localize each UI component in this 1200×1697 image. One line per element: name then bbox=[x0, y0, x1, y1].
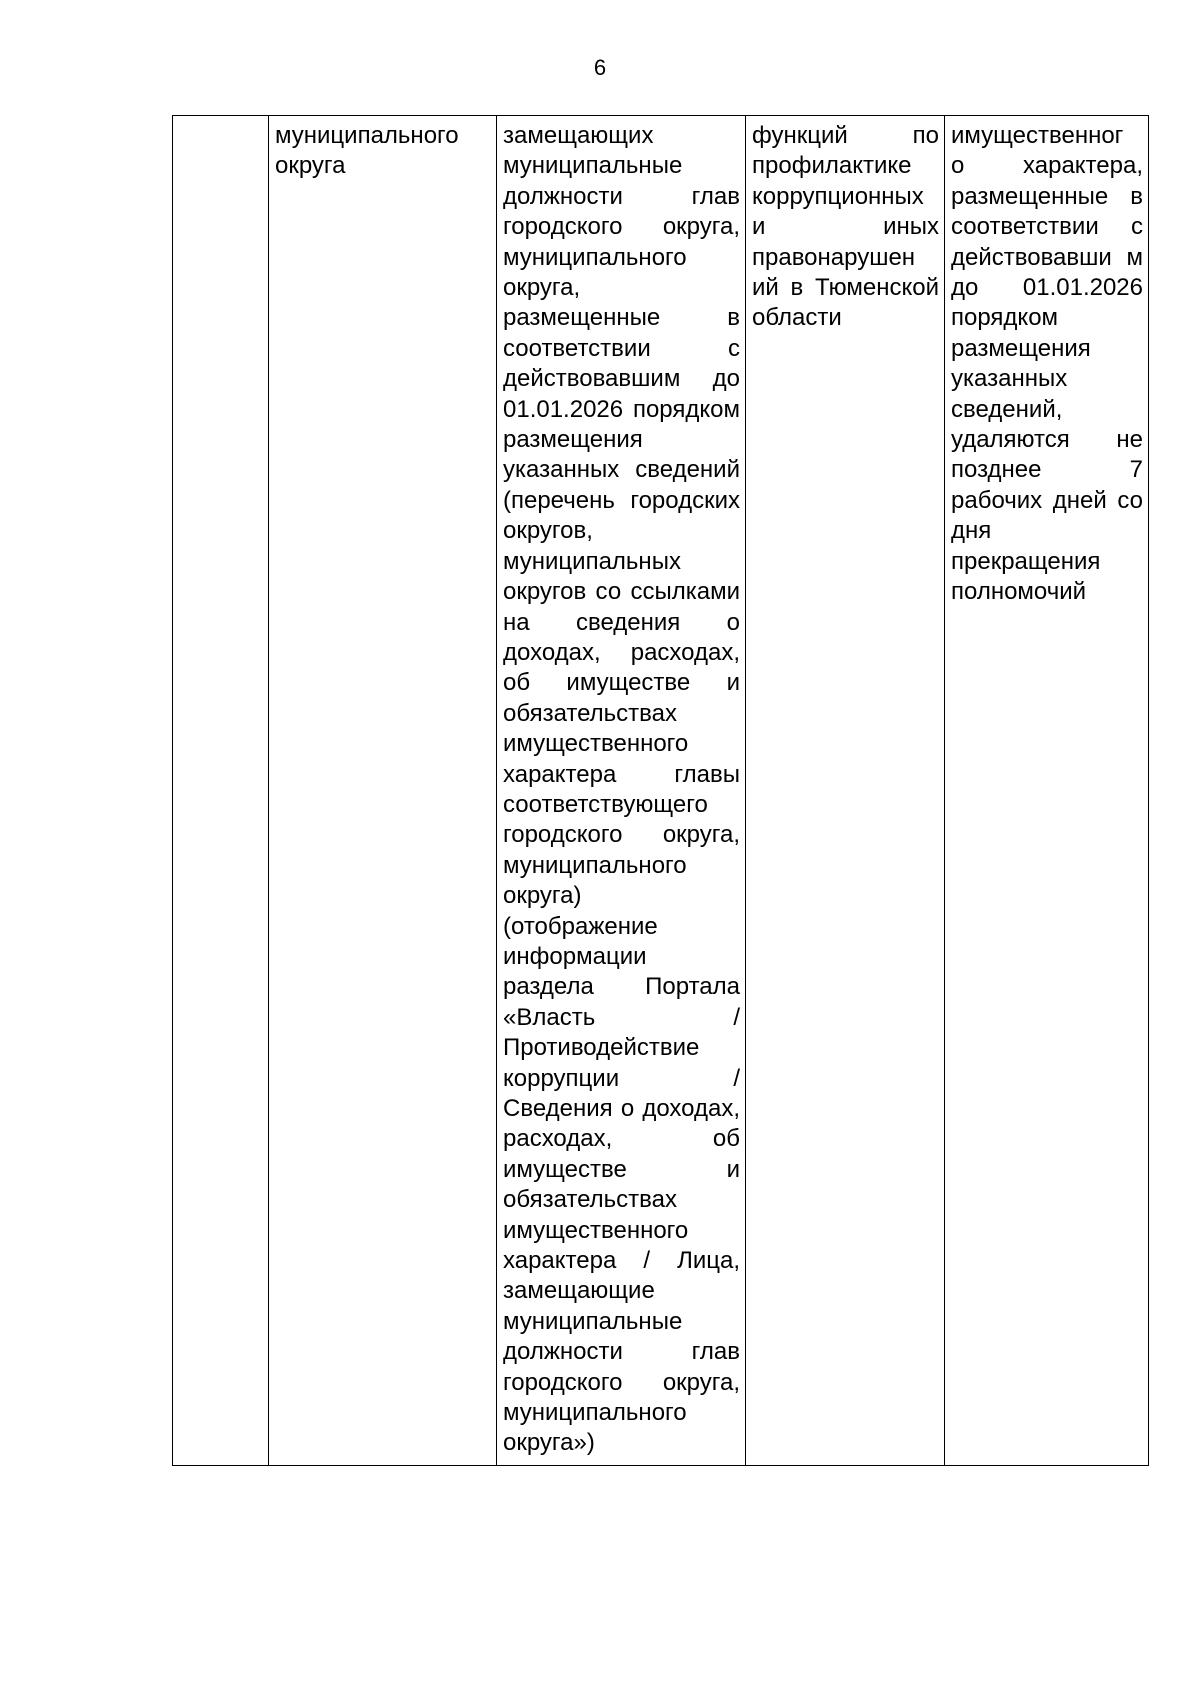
table-cell-number bbox=[173, 116, 269, 1466]
table-cell-subject bbox=[269, 116, 497, 1466]
cell-text: муниципального округа bbox=[275, 122, 459, 180]
cell-text: функций по профилактике коррупционных и иных правонарушен ий в Тюменской области bbox=[752, 122, 939, 332]
page-number: 6 bbox=[593, 55, 607, 80]
table-row bbox=[173, 116, 1149, 1466]
table-cell-responsible bbox=[746, 116, 945, 1466]
table-cell-terms bbox=[945, 116, 1149, 1466]
table-cell-description bbox=[497, 116, 746, 1466]
cell-text: замещающих муниципальные должности глав городского округа, муниципального округа, размещенные в соответствии с действовавшим до 01.01.2026 порядком размещения указанных сведений (перечень городских округов, муниципальных округов со ссылками на сведения о доходах, расходах, об имуществе и обязательствах имущественного характера главы соответствующего городского округа, муниципального округа) (отображение информации раздела Портала «Власть / Противодействие коррупции / Сведения о доходах, расходах, об имуществе и обязательствах имущественного характера / Лица, замещающие муниципальные должности глав городского округа, муниципального округа») bbox=[503, 122, 740, 1457]
document-table bbox=[172, 115, 1149, 1466]
cell-text: имущественног о характера, размещенные в соответствии с действовавши м до 01.01.2026 порядком размещения указанных сведений, удаляются не позднее 7 рабочих дней со дня прекращения полномочий bbox=[951, 122, 1143, 606]
